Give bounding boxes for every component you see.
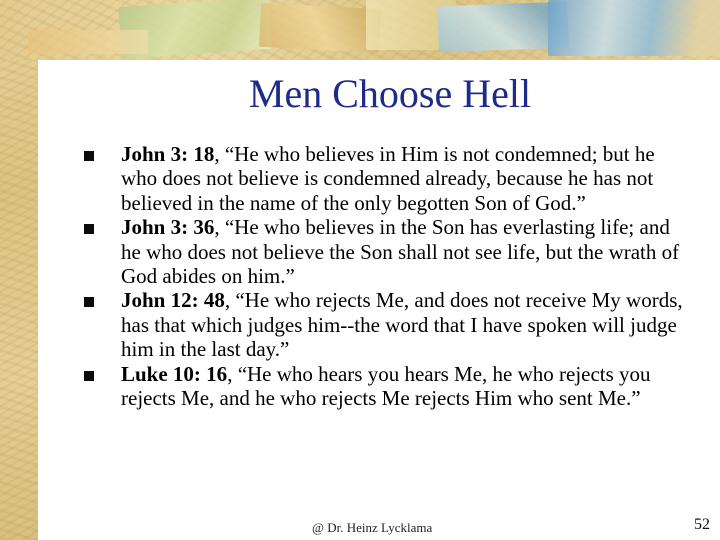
square-bullet-icon bbox=[84, 371, 94, 381]
bullet-item bbox=[84, 142, 684, 215]
square-bullet-icon bbox=[84, 297, 94, 307]
scripture-quote: , “He who hears you hears Me, he who rejects you rejects Me, and he who rejects Me rejects Him who sent Me.” bbox=[121, 361, 651, 411]
scripture-quote: , “He who believes in the Son has everlasting life; and he who does not believe the Son shall not see life, but the wrath of God abides on him.” bbox=[121, 215, 680, 289]
scripture-quote: , “He who rejects Me, and does not receive My words, has that which judges him--the word that I have spoken will judge him in the last day.” bbox=[121, 288, 683, 362]
slide-title: Men Choose Hell bbox=[248, 71, 532, 116]
scripture-reference: John 3: 18 bbox=[121, 142, 215, 166]
scripture-quote: , “He who believes in Him is not condemned; but he who does not believe is condemned already, because he has not believed in the name of the only begotten Son of God.” bbox=[121, 142, 655, 215]
bullet-item bbox=[84, 215, 684, 288]
scripture-reference: Luke 10: 16 bbox=[121, 361, 228, 386]
square-bullet-icon bbox=[84, 151, 94, 161]
decorative-collage bbox=[28, 0, 720, 60]
bullet-list bbox=[84, 142, 684, 410]
slide-footer: @ Dr. Heinz Lycklama bbox=[312, 520, 433, 535]
scripture-reference: John 3: 36 bbox=[121, 215, 215, 240]
scripture-reference: John 12: 48 bbox=[121, 288, 225, 313]
bullet-item bbox=[84, 362, 684, 411]
bullet-item bbox=[84, 288, 684, 361]
page-number: 52 bbox=[694, 516, 710, 533]
square-bullet-icon bbox=[84, 224, 94, 234]
